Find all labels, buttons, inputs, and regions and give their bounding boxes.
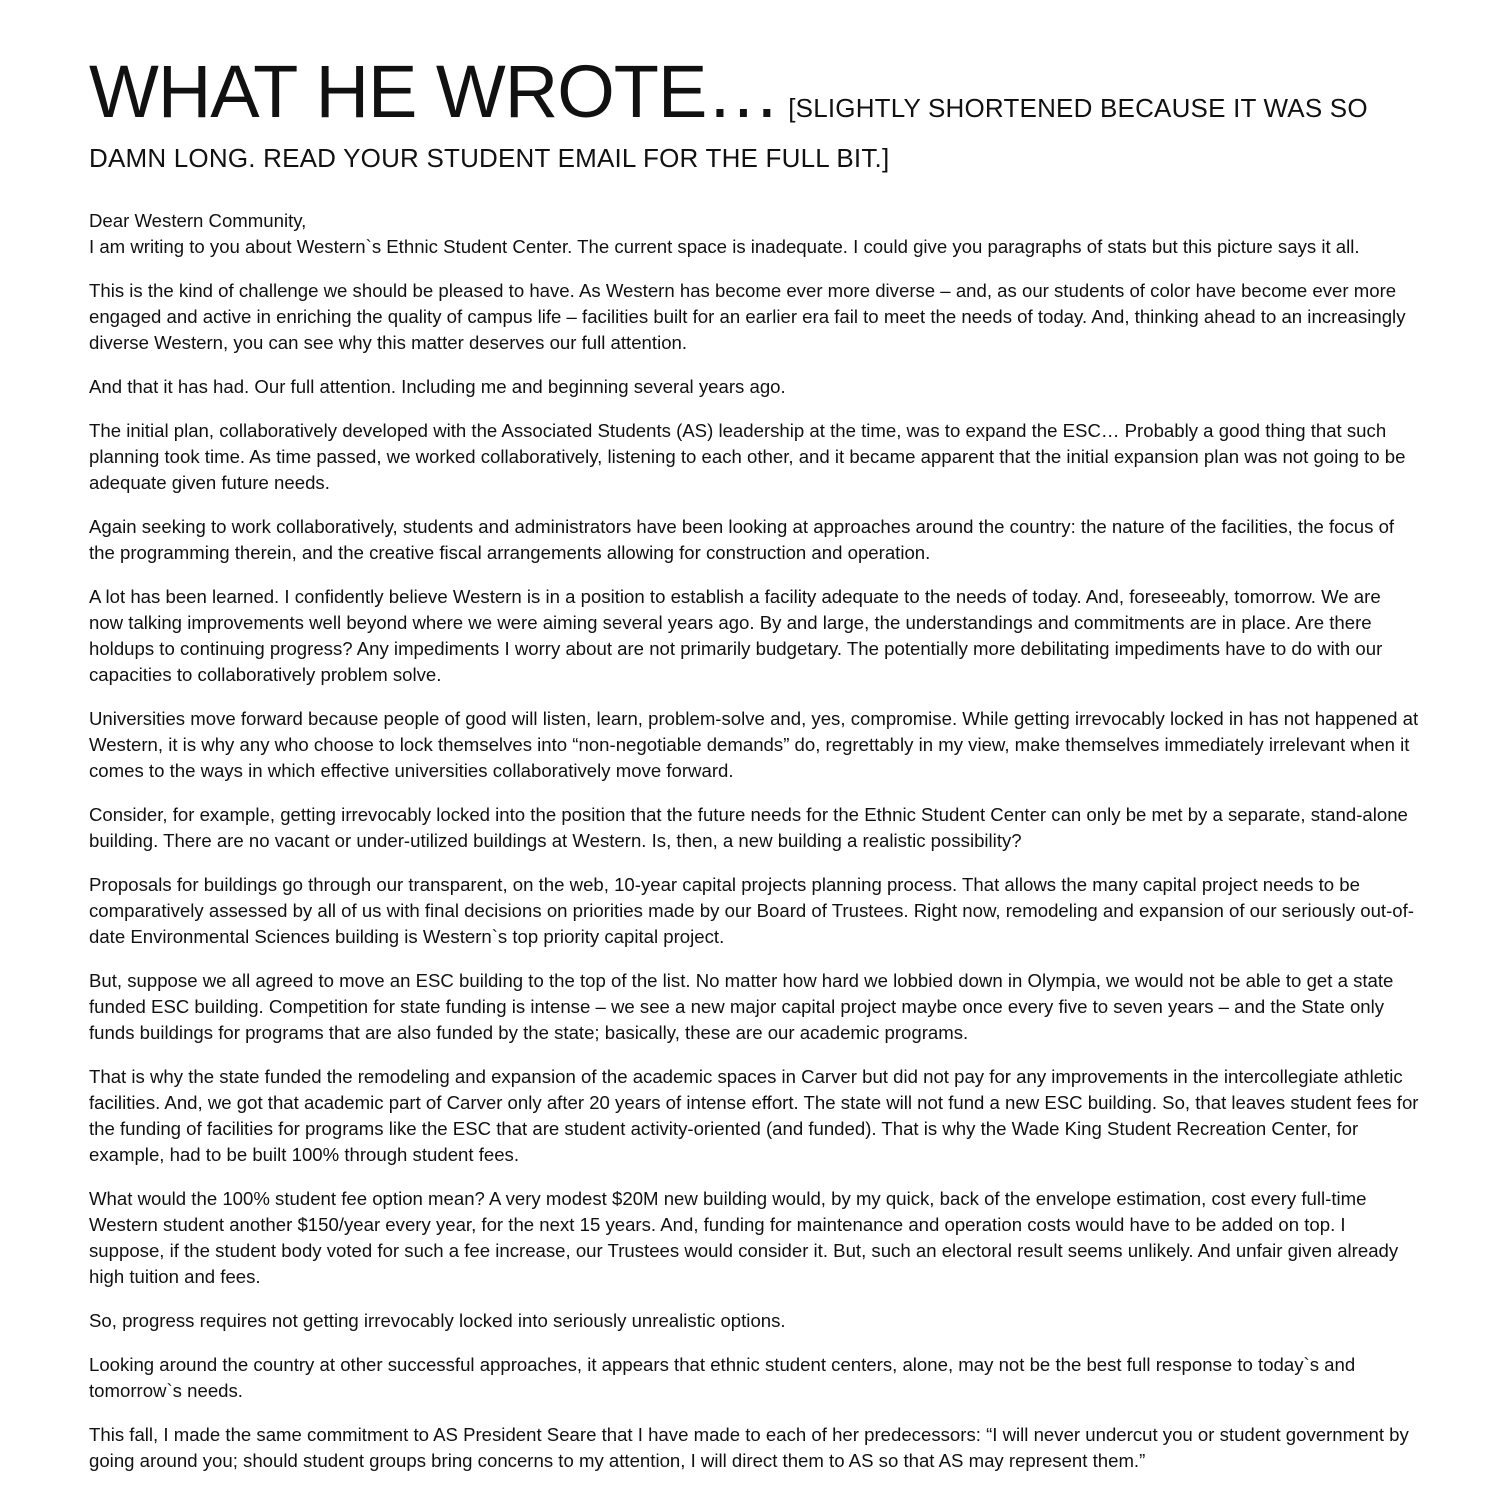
paragraph-1: I am writing to you about Western`s Ethnic Student Center. The current space is inadequate. I could give you paragraphs of stats but this picture says it all. xyxy=(89,236,1360,257)
paragraph-8: Consider, for example, getting irrevocably locked into the position that the future needs for the Ethnic Student Center can only be met by a separate, stand-alone building. There are no vacant or under-utilized buildings at Western. Is, then, a new building a realistic possibility? xyxy=(89,804,1408,851)
paragraph-10: But, suppose we all agreed to move an ESC building to the top of the list. No matter how hard we lobbied down in Olympia, we would not be able to get a state funded ESC building. Competition for state funding is intense – we see a new major capital project maybe once every five to seven years – and the State only funds buildings for programs that are also funded by the state; basically, these are our academic programs. xyxy=(89,970,1394,1043)
paragraph-6: A lot has been learned. I confidently believe Western is in a position to establish a facility adequate to the needs of today. And, foreseeably, tomorrow. We are now talking improvements well beyond where we were aiming several years ago. By and large, the understandings and commitments are in place. Are there holdups to continuing progress? Any impediments I worry about are not primarily budgetary. The potentially more debilitating impediments have to do with our capacities to collaboratively problem solve. xyxy=(89,586,1383,685)
paragraph-7: Universities move forward because people of good will listen, learn, problem-solve and, yes, compromise. While getting irrevocably locked in has not happened at Western, it is why any who choose to lock themselves into “non-negotiable demands” do, regrettably in my view, make themselves immediately irrelevant when it comes to the ways in which effective universities collaboratively move forward. xyxy=(89,708,1419,781)
paragraph-15: This fall, I made the same commitment to AS President Seare that I have made to each of her predecessors: “I will never undercut you or student government by going around you; should student groups bring concerns to my attention, I will direct them to AS so that AS may represent them.” xyxy=(89,1424,1409,1471)
headline-main: WHAT HE WROTE… xyxy=(89,50,780,133)
paragraph-12: What would the 100% student fee option mean? A very modest $20M new building would, by my quick, back of the envelope estimation, cost every full-time Western student another $150/year every year, for the next 15 years. And, funding for maintenance and operation costs would have to be added on top. I suppose, if the student body voted for such a fee increase, our Trustees would consider it. But, such an electoral result seems unlikely. And unfair given already high tuition and fees. xyxy=(89,1188,1399,1287)
paragraph-11: That is why the state funded the remodeling and expansion of the academic spaces in Carver but did not pay for any improvements in the intercollegiate athletic facilities. And, we got that academic part of Carver only after 20 years of intense effort. The state will not fund a new ESC building. So, that leaves student fees for the funding of facilities for programs like the ESC that are student activity-oriented (and funded). That is why the Wade King Student Recreation Center, for example, had to be built 100% through student fees. xyxy=(89,1066,1419,1165)
paragraph-2: This is the kind of challenge we should be pleased to have. As Western has become ever more diverse – and, as our students of color have become ever more engaged and active in enriching the quality of campus life – facilities built for an earlier era fail to meet the needs of today. And, thinking ahead to an increasingly diverse Western, you can see why this matter deserves our full attention. xyxy=(89,280,1406,353)
salutation: Dear Western Community, xyxy=(89,210,307,231)
paragraph-9: Proposals for buildings go through our transparent, on the web, 10-year capital projects planning process. That allows the many capital project needs to be comparatively assessed by all of us with final decisions on priorities made by our Board of Trustees. Right now, remodeling and expansion of our seriously out-of-date Environmental Sciences building is Western`s top priority capital project. xyxy=(89,874,1414,947)
paragraph-4: The initial plan, collaboratively developed with the Associated Students (AS) leadership at the time, was to expand the ESC… Probably a good thing that such planning took time. As time passed, we worked collaboratively, listening to each other, and it became apparent that the initial expansion plan was not going to be adequate given future needs. xyxy=(89,420,1406,493)
paragraph-5: Again seeking to work collaboratively, students and administrators have been looking at approaches around the country: the nature of the facilities, the focus of the programming therein, and the creative fiscal arrangements allowing for construction and operation. xyxy=(89,516,1395,563)
document-page xyxy=(89,52,1419,1492)
paragraph-14: Looking around the country at other successful approaches, it appears that ethnic student centers, alone, may not be the best full response to today`s and tomorrow`s needs. xyxy=(89,1354,1356,1401)
headline-subtitle: [SLIGHTLY SHORTENED BECAUSE IT WAS SO DAMN LONG. READ YOUR STUDENT EMAIL FOR THE FULL BIT.] xyxy=(89,93,1368,173)
headline xyxy=(89,52,1419,182)
paragraph-13: So, progress requires not getting irrevocably locked into seriously unrealistic options. xyxy=(89,1310,786,1331)
paragraph-3: And that it has had. Our full attention. Including me and beginning several years ago. xyxy=(89,376,786,397)
letter-body xyxy=(89,208,1419,1474)
